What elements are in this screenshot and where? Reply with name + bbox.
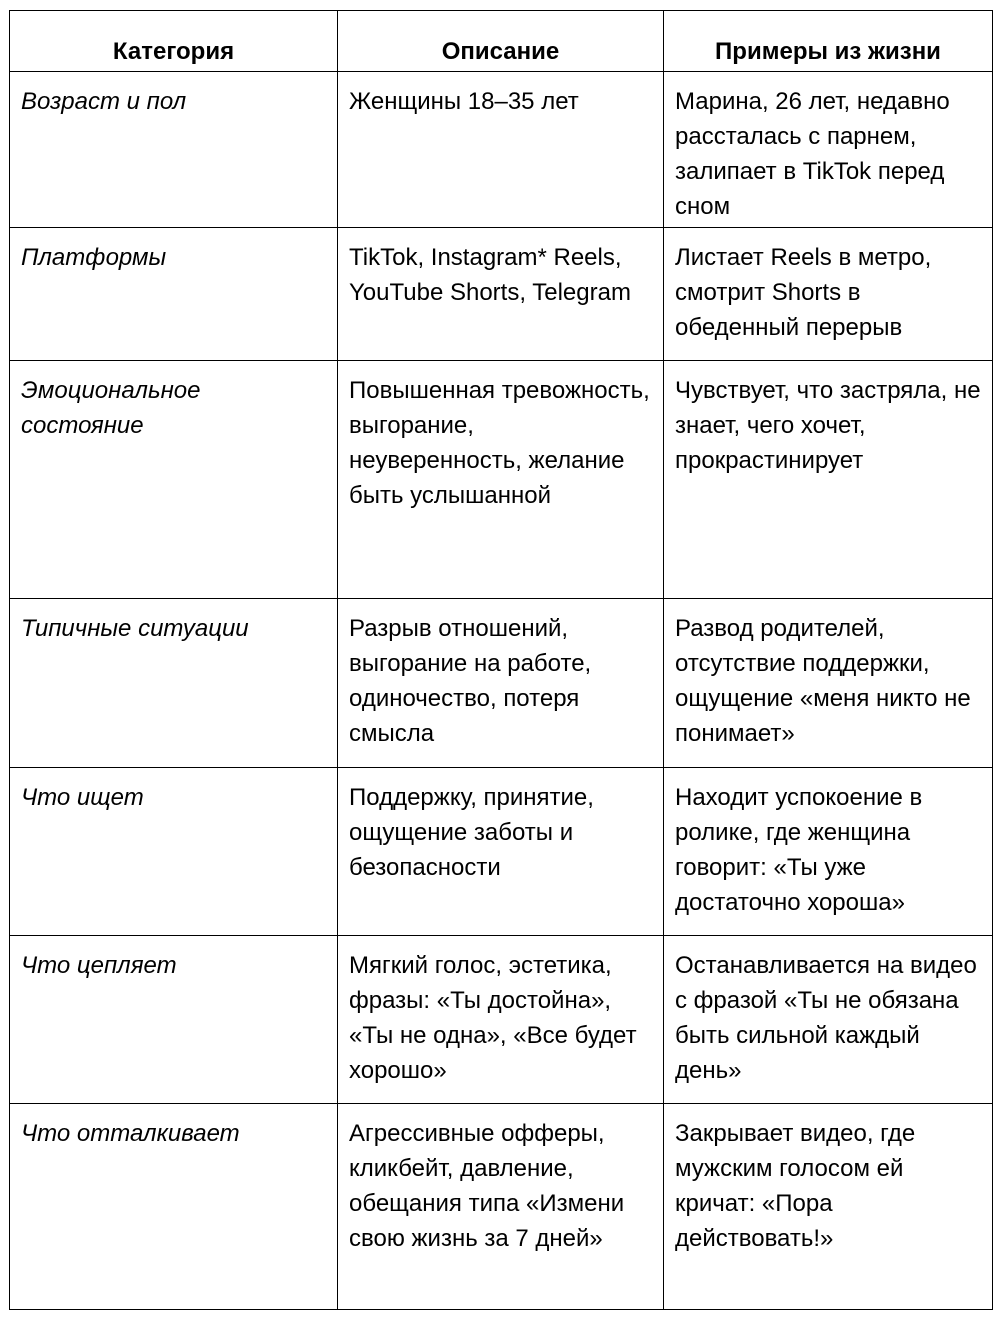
description-cell: Разрыв отношений, выгорание на работе, одиночество, потеря смысла [338, 599, 664, 768]
description-cell: Повышенная тревожность, выгорание, неуверенность, желание быть услышанной [338, 361, 664, 599]
table-row [10, 228, 993, 361]
table-row [10, 1104, 993, 1310]
description-cell: Поддержку, принятие, ощущение заботы и безопасности [338, 768, 664, 936]
example-cell: Марина, 26 лет, недавно рассталась с парнем, залипает в TikTok перед сном [664, 72, 993, 228]
example-cell: Чувствует, что застряла, не знает, чего хочет, прокрастинирует [664, 361, 993, 599]
table-row [10, 768, 993, 936]
category-cell: Что отталкивает [10, 1104, 338, 1310]
description-cell: Агрессивные офферы, кликбейт, давление, обещания типа «Измени свою жизнь за 7 дней» [338, 1104, 664, 1310]
category-cell: Типичные ситуации [10, 599, 338, 768]
audience-table [9, 10, 993, 1310]
header-description: Описание [338, 11, 664, 72]
example-cell: Останавливается на видео с фразой «Ты не обязана быть сильной каждый день» [664, 936, 993, 1104]
header-category: Категория [10, 11, 338, 72]
table-row [10, 72, 993, 228]
example-cell: Находит успокоение в ролике, где женщина говорит: «Ты уже достаточно хороша» [664, 768, 993, 936]
category-cell: Что цепляет [10, 936, 338, 1104]
header-row [10, 11, 993, 72]
category-cell: Платформы [10, 228, 338, 361]
table-row [10, 936, 993, 1104]
category-cell: Эмоциональное состояние [10, 361, 338, 599]
category-cell: Возраст и пол [10, 72, 338, 228]
example-cell: Закрывает видео, где мужским голосом ей кричат: «Пора действовать!» [664, 1104, 993, 1310]
header-examples: Примеры из жизни [664, 11, 993, 72]
category-cell: Что ищет [10, 768, 338, 936]
table-row [10, 361, 993, 599]
example-cell: Листает Reels в метро, смотрит Shorts в обеденный перерыв [664, 228, 993, 361]
description-cell: Женщины 18–35 лет [338, 72, 664, 228]
description-cell: TikTok, Instagram* Reels, YouTube Shorts, Telegram [338, 228, 664, 361]
example-cell: Развод родителей, отсутствие поддержки, ощущение «меня никто не понимает» [664, 599, 993, 768]
table-row [10, 599, 993, 768]
description-cell: Мягкий голос, эстетика, фразы: «Ты достойна», «Ты не одна», «Все будет хорошо» [338, 936, 664, 1104]
